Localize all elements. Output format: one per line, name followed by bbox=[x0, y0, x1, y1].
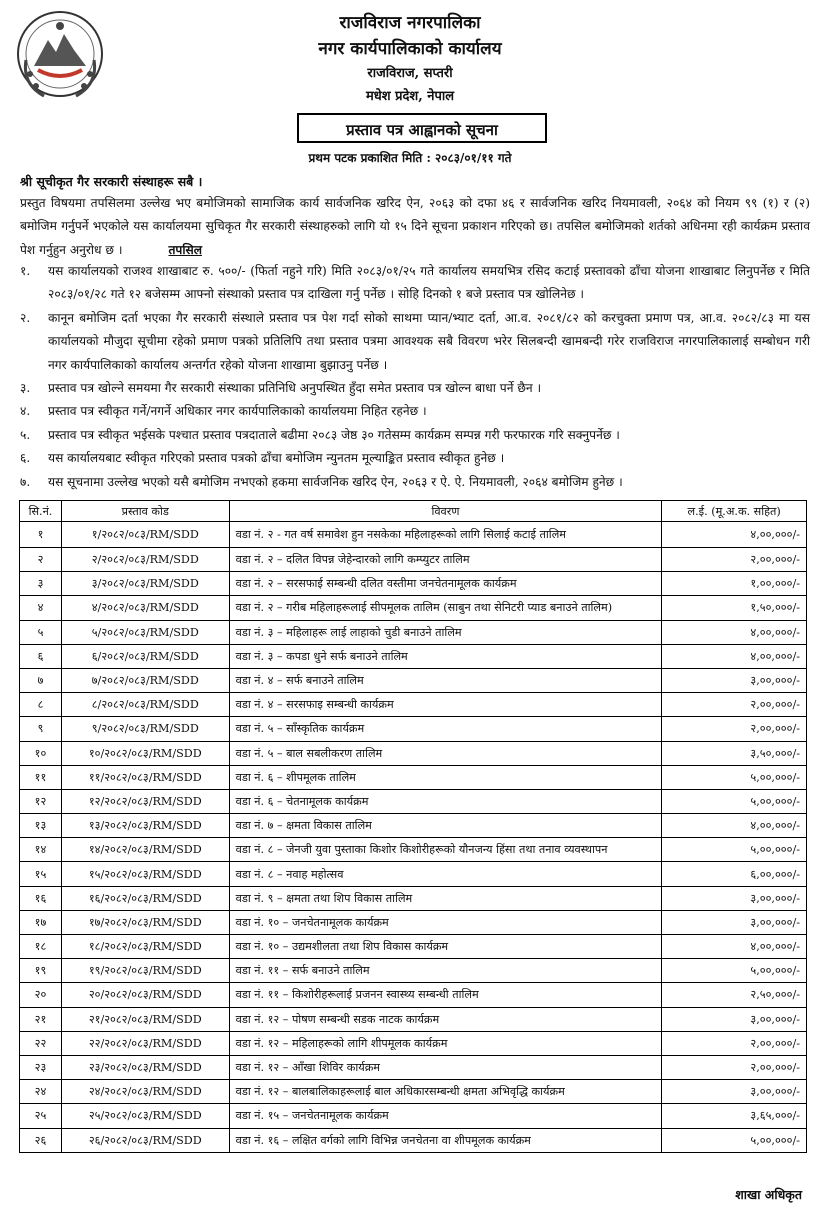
clause-text: कानून बमोजिम दर्ता भएका गैर सरकारी संस्थाले प्रस्ताव पत्र पेश गर्दा सोको साथमा प्यान/भ्याट दर्ता, आ.व. २०८१/८२ को करचुक्ता प्रमाण पत्र, आ.व. २०८२/८३ मा यस कार्यालयको मौजुदा सूचीमा रहेको प्रमाण पत्रको प्रतिलिपि तथा प्रस्ताव पत्रमा आवश्यक सबै विवरण भरेर सिलबन्दी खामबन्दी गरेर राजविराज नगरपालिकालाई सम्बोधन गरी नगर कार्यपालिकाको कार्यालय अन्तर्गत रहेको योजना शाखामा बुझाउनु पर्नेछ । bbox=[48, 310, 810, 372]
cell-amount: २,००,०००/- bbox=[662, 1031, 807, 1055]
cell-amount: २,००,०००/- bbox=[662, 1055, 807, 1079]
table-header-row bbox=[20, 501, 807, 522]
clause-item bbox=[20, 471, 810, 494]
clause-number: ७. bbox=[20, 474, 31, 489]
cell-desc: वडा नं. ६ – चेतनामूलक कार्यक्रम bbox=[229, 789, 662, 813]
table-row bbox=[20, 886, 807, 910]
clause-text: यस कार्यालयको राजश्व शाखाबाट रु. ५००/- (फिर्ता नहुने गरि) मिति २०८३/०१/२५ गते कार्यालय समयभित्र रसिद कटाई प्रस्तावको ढाँचा योजना शाखाबाट लिनुपर्नेछ र मिति २०८३/०१/२८ गते १२ बजेसम्म आफ्नो संस्थाको प्रस्ताव पत्र दाखिला गर्नु पर्नेछ । सोहि दिनको १ बजे प्रस्ताव पत्र खोलिनेछ । bbox=[48, 264, 810, 302]
cell-sn: १८ bbox=[20, 935, 62, 959]
clause-number: ६. bbox=[20, 451, 31, 466]
cell-code: १५/२०८२/०८३/RM/SDD bbox=[61, 862, 229, 886]
cell-amount: २,५०,०००/- bbox=[662, 983, 807, 1007]
notice-title-box: प्रस्ताव पत्र आह्वानको सूचना bbox=[297, 113, 547, 143]
cell-amount: ५,००,०००/- bbox=[662, 959, 807, 983]
col-header-amount: ल.ई. (मू.अ.क. सहित) bbox=[662, 501, 807, 522]
cell-code: १४/२०८२/०८३/RM/SDD bbox=[61, 838, 229, 862]
cell-amount: ४,००,०००/- bbox=[662, 644, 807, 668]
table-row bbox=[20, 838, 807, 862]
table-row bbox=[20, 717, 807, 741]
cell-code: १२/२०८२/०८३/RM/SDD bbox=[61, 789, 229, 813]
cell-sn: १० bbox=[20, 741, 62, 765]
cell-code: २४/२०८२/०८३/RM/SDD bbox=[61, 1080, 229, 1104]
cell-sn: २० bbox=[20, 983, 62, 1007]
table-row bbox=[20, 1031, 807, 1055]
letterhead bbox=[0, 0, 820, 112]
clause-text: प्रस्ताव पत्र स्वीकृत भईसके पश्चात प्रस्ताव पत्रदाताले बढीमा २०८३ जेष्ठ ३० गतेसम्म कार्यक्रम सम्पन्न गरी फरफारक गरि सक्नुपर्नेछ । bbox=[48, 427, 620, 442]
cell-desc: वडा नं. ११ – किशोरीहरूलाई प्रजनन स्वास्थ्य सम्बन्धी तालिम bbox=[229, 983, 662, 1007]
cell-code: २६/२०८२/०८३/RM/SDD bbox=[61, 1128, 229, 1152]
table-row bbox=[20, 862, 807, 886]
col-header-sn: सि.नं. bbox=[20, 501, 62, 522]
table-row bbox=[20, 910, 807, 934]
table-row bbox=[20, 1080, 807, 1104]
table-row bbox=[20, 596, 807, 620]
cell-amount: ३,६५,०००/- bbox=[662, 1104, 807, 1128]
table-row bbox=[20, 741, 807, 765]
table-row bbox=[20, 959, 807, 983]
cell-desc: वडा नं. ३ – कपडा धुने सर्फ बनाउने तालिम bbox=[229, 644, 662, 668]
cell-desc: वडा नं. २ - गत वर्ष समावेश हुन नसकेका महिलाहरूको लागि सिलाई कटाई तालिम bbox=[229, 522, 662, 548]
cell-amount: ३,००,०००/- bbox=[662, 668, 807, 692]
table-row bbox=[20, 1055, 807, 1079]
cell-sn: २४ bbox=[20, 1080, 62, 1104]
clause-item bbox=[20, 260, 810, 307]
cell-sn: ४ bbox=[20, 596, 62, 620]
cell-code: १८/२०८२/०८३/RM/SDD bbox=[61, 935, 229, 959]
cell-desc: वडा नं. ३ – महिलाहरू लाई लाहाको चुडी बनाउने तालिम bbox=[229, 620, 662, 644]
cell-amount: १,००,०००/- bbox=[662, 572, 807, 596]
municipality-name: राजविराज नगरपालिका bbox=[339, 13, 481, 33]
table-row bbox=[20, 668, 807, 692]
cell-desc: वडा नं. १२ – आँखा शिविर कार्यक्रम bbox=[229, 1055, 662, 1079]
cell-code: ७/२०८२/०८३/RM/SDD bbox=[61, 668, 229, 692]
cell-code: ८/२०८२/०८३/RM/SDD bbox=[61, 693, 229, 717]
cell-sn: ५ bbox=[20, 620, 62, 644]
cell-desc: वडा नं. १५ – जनचेतनामूलक कार्यक्रम bbox=[229, 1104, 662, 1128]
cell-sn: १९ bbox=[20, 959, 62, 983]
clause-text: प्रस्ताव पत्र स्वीकृत गर्ने/नगर्ने अधिकार नगर कार्यपालिकाको कार्यालयमा निहित रहनेछ । bbox=[48, 404, 427, 419]
clause-item bbox=[20, 400, 810, 423]
cell-sn: १ bbox=[20, 522, 62, 548]
cell-code: २५/२०८२/०८३/RM/SDD bbox=[61, 1104, 229, 1128]
cell-code: ४/२०८२/०८३/RM/SDD bbox=[61, 596, 229, 620]
cell-sn: २२ bbox=[20, 1031, 62, 1055]
cell-desc: वडा नं. १६ – लक्षित वर्गको लागि विभिन्न जनचेतना वा शीपमूलक कार्यक्रम bbox=[229, 1128, 662, 1152]
cell-amount: १,५०,०००/- bbox=[662, 596, 807, 620]
cell-code: २/२०८२/०८३/RM/SDD bbox=[61, 548, 229, 572]
table-row bbox=[20, 814, 807, 838]
cell-sn: ९ bbox=[20, 717, 62, 741]
table-row bbox=[20, 1128, 807, 1152]
cell-amount: २,००,०००/- bbox=[662, 693, 807, 717]
cell-code: २०/२०८२/०८३/RM/SDD bbox=[61, 983, 229, 1007]
table-row bbox=[20, 548, 807, 572]
col-header-desc: विवरण bbox=[229, 501, 662, 522]
cell-amount: ३,००,०००/- bbox=[662, 1080, 807, 1104]
cell-sn: २३ bbox=[20, 1055, 62, 1079]
intro-text: प्रस्तुत विषयमा तपसिलमा उल्लेख भए बमोजिमको सामाजिक कार्य सार्वजनिक खरिद ऐन, २०६३ को दफा ४६ र सार्वजनिक खरिद नियमावली, २०६४ को नियम ९९ (१) र (२) बमोजिम गर्नुपर्ने भएकोले यस कार्यालयमा सुचिकृत गैर सरकारी संस्थाहरुको लागि यो १५ दिने सूचना प्रकाशन गरिएको छ। तपसिल बमोजिमको शर्तको अधिनमा रही कार्यक्रम प्रस्ताव पेश गर्नुहुन अनुरोध छ । bbox=[20, 196, 810, 257]
cell-amount: ४,००,०००/- bbox=[662, 620, 807, 644]
office-province: मधेश प्रदेश, नेपाल bbox=[365, 89, 455, 104]
cell-desc: वडा नं. १२ – पोषण सम्बन्धी सडक नाटक कार्यक्रम bbox=[229, 1007, 662, 1031]
cell-code: १६/२०८२/०८३/RM/SDD bbox=[61, 886, 229, 910]
cell-desc: वडा नं. १० – जनचेतनामूलक कार्यक्रम bbox=[229, 910, 662, 934]
cell-desc: वडा नं. १२ – महिलाहरूको लागि शीपमूलक कार्यक्रम bbox=[229, 1031, 662, 1055]
cell-code: २२/२०८२/०८३/RM/SDD bbox=[61, 1031, 229, 1055]
cell-amount: २,००,०००/- bbox=[662, 548, 807, 572]
cell-code: १३/२०८२/०८३/RM/SDD bbox=[61, 814, 229, 838]
cell-code: ९/२०८२/०८३/RM/SDD bbox=[61, 717, 229, 741]
clause-number: १. bbox=[20, 264, 31, 278]
cell-sn: १४ bbox=[20, 838, 62, 862]
intro-paragraph bbox=[20, 192, 810, 262]
cell-amount: ५,००,०००/- bbox=[662, 789, 807, 813]
cell-desc: वडा नं. १० – उद्यमशीलता तथा शिप विकास कार्यक्रम bbox=[229, 935, 662, 959]
cell-code: १९/२०८२/०८३/RM/SDD bbox=[61, 959, 229, 983]
signature-label: शाखा अधिकृत bbox=[735, 1187, 802, 1202]
cell-sn: १२ bbox=[20, 789, 62, 813]
table-row bbox=[20, 1104, 807, 1128]
cell-sn: ८ bbox=[20, 693, 62, 717]
cell-desc: वडा नं. ११ – सर्फ बनाउने तालिम bbox=[229, 959, 662, 983]
cell-sn: २ bbox=[20, 548, 62, 572]
cell-desc: वडा नं. ५ – बाल सबलीकरण तालिम bbox=[229, 741, 662, 765]
cell-code: १०/२०८२/०८३/RM/SDD bbox=[61, 741, 229, 765]
cell-code: २३/२०८२/०८३/RM/SDD bbox=[61, 1055, 229, 1079]
cell-sn: २१ bbox=[20, 1007, 62, 1031]
clause-item bbox=[20, 377, 810, 400]
clause-number: ३. bbox=[20, 381, 31, 396]
table-row bbox=[20, 522, 807, 548]
cell-amount: ४,००,०००/- bbox=[662, 935, 807, 959]
cell-sn: १६ bbox=[20, 886, 62, 910]
cell-desc: वडा नं. ९ – क्षमता तथा शिप विकास तालिम bbox=[229, 886, 662, 910]
cell-sn: १७ bbox=[20, 910, 62, 934]
cell-desc: वडा नं. ८ – नवाह महोत्सव bbox=[229, 862, 662, 886]
clause-number: २. bbox=[20, 310, 31, 325]
cell-desc: वडा नं. ४ – सर्फ बनाउने तालिम bbox=[229, 668, 662, 692]
cell-code: ५/२०८२/०८३/RM/SDD bbox=[61, 620, 229, 644]
table-row bbox=[20, 935, 807, 959]
cell-code: ३/२०८२/०८३/RM/SDD bbox=[61, 572, 229, 596]
clause-item bbox=[20, 424, 810, 447]
cell-desc: वडा नं. ६ – शीपमूलक तालिम bbox=[229, 765, 662, 789]
cell-amount: ५,००,०००/- bbox=[662, 1128, 807, 1152]
cell-code: ११/२०८२/०८३/RM/SDD bbox=[61, 765, 229, 789]
office-name: नगर कार्यपालिकाको कार्यालय bbox=[318, 39, 502, 59]
table-row bbox=[20, 693, 807, 717]
cell-amount: ५,००,०००/- bbox=[662, 838, 807, 862]
cell-sn: ३ bbox=[20, 572, 62, 596]
table-row bbox=[20, 572, 807, 596]
cell-desc: वडा नं. ४ – सरसफाइ सम्बन्धी कार्यक्रम bbox=[229, 693, 662, 717]
clause-number: ५. bbox=[20, 427, 31, 442]
cell-desc: वडा नं. ५ – साँस्कृतिक कार्यक्रम bbox=[229, 717, 662, 741]
col-header-code: प्रस्ताव कोड bbox=[61, 501, 229, 522]
table-row bbox=[20, 765, 807, 789]
cell-sn: १३ bbox=[20, 814, 62, 838]
cell-amount: ४,००,०००/- bbox=[662, 814, 807, 838]
cell-sn: १५ bbox=[20, 862, 62, 886]
cell-code: १७/२०८२/०८३/RM/SDD bbox=[61, 910, 229, 934]
tapsil-heading: तपसिल bbox=[168, 242, 202, 257]
cell-code: २१/२०८२/०८३/RM/SDD bbox=[61, 1007, 229, 1031]
table-row bbox=[20, 644, 807, 668]
clause-number: ४. bbox=[20, 404, 31, 419]
cell-sn: २५ bbox=[20, 1104, 62, 1128]
cell-code: ६/२०८२/०८३/RM/SDD bbox=[61, 644, 229, 668]
cell-amount: ३,००,०००/- bbox=[662, 1007, 807, 1031]
office-location: राजविराज, सप्तरी bbox=[367, 66, 453, 81]
table-row bbox=[20, 983, 807, 1007]
cell-amount: ६,००,०००/- bbox=[662, 862, 807, 886]
clause-item bbox=[20, 447, 810, 470]
published-date: प्रथम पटक प्रकाशित मिति : २०८३/०१/११ गते bbox=[308, 151, 512, 165]
cell-amount: २,००,०००/- bbox=[662, 717, 807, 741]
cell-sn: ६ bbox=[20, 644, 62, 668]
clause-item bbox=[20, 307, 810, 377]
clause-list bbox=[20, 260, 810, 494]
cell-amount: ३,००,०००/- bbox=[662, 886, 807, 910]
table-row bbox=[20, 620, 807, 644]
table-row bbox=[20, 1007, 807, 1031]
cell-amount: ३,००,०००/- bbox=[662, 910, 807, 934]
addressee: श्री सूचीकृत गैर सरकारी संस्थाहरू सबै । bbox=[20, 174, 203, 189]
cell-sn: २६ bbox=[20, 1128, 62, 1152]
cell-desc: वडा नं. २ – दलित विपन्न जेहेन्दारको लागि कम्प्युटर तालिम bbox=[229, 548, 662, 572]
cell-desc: वडा नं. २ – गरीब महिलाहरूलाई सीपमूलक तालिम (साबुन तथा सेनिटरी प्याड बनाउने तालिम) bbox=[229, 596, 662, 620]
cell-code: १/२०८२/०८३/RM/SDD bbox=[61, 522, 229, 548]
clause-text: प्रस्ताव पत्र खोल्ने समयमा गैर सरकारी संस्थाका प्रतिनिधि अनुपस्थित हुँदा समेत प्रस्ताव पत्र खोल्न बाधा पर्ने छैन । bbox=[48, 381, 542, 396]
cell-desc: वडा नं. ७ – क्षमता विकास तालिम bbox=[229, 814, 662, 838]
cell-amount: ५,००,०००/- bbox=[662, 765, 807, 789]
cell-desc: वडा नं. २ – सरसफाई सम्बन्धी दलित वस्तीमा जनचेतनामूलक कार्यक्रम bbox=[229, 572, 662, 596]
cell-sn: ११ bbox=[20, 765, 62, 789]
table-row bbox=[20, 789, 807, 813]
clause-text: यस सूचनामा उल्लेख भएको यसै बमोजिम नभएको हकमा सार्वजनिक खरिद ऐन, २०६३ र ऐ. ऐ. नियमावली, २०६४ बमोजिम हुनेछ । bbox=[48, 474, 623, 489]
clause-text: यस कार्यालयबाट स्वीकृत गरिएको प्रस्ताव पत्रको ढाँचा बमोजिम न्युनतम मूल्याङ्कित प्रस्ताव स्वीकृत हुनेछ । bbox=[48, 451, 505, 466]
cell-sn: ७ bbox=[20, 668, 62, 692]
cell-desc: वडा नं. ८ – जेनजी युवा पुस्ताका किशोर किशोरीहरूको यौनजन्य हिंसा तथा तनाव व्यवस्थापन bbox=[229, 838, 662, 862]
cell-desc: वडा नं. १२ – बालबालिकाहरूलाई बाल अधिकारसम्बन्धी क्षमता अभिवृद्धि कार्यक्रम bbox=[229, 1080, 662, 1104]
tender-table bbox=[19, 500, 807, 1153]
cell-amount: ३,५०,०००/- bbox=[662, 741, 807, 765]
cell-amount: ४,००,०००/- bbox=[662, 522, 807, 548]
